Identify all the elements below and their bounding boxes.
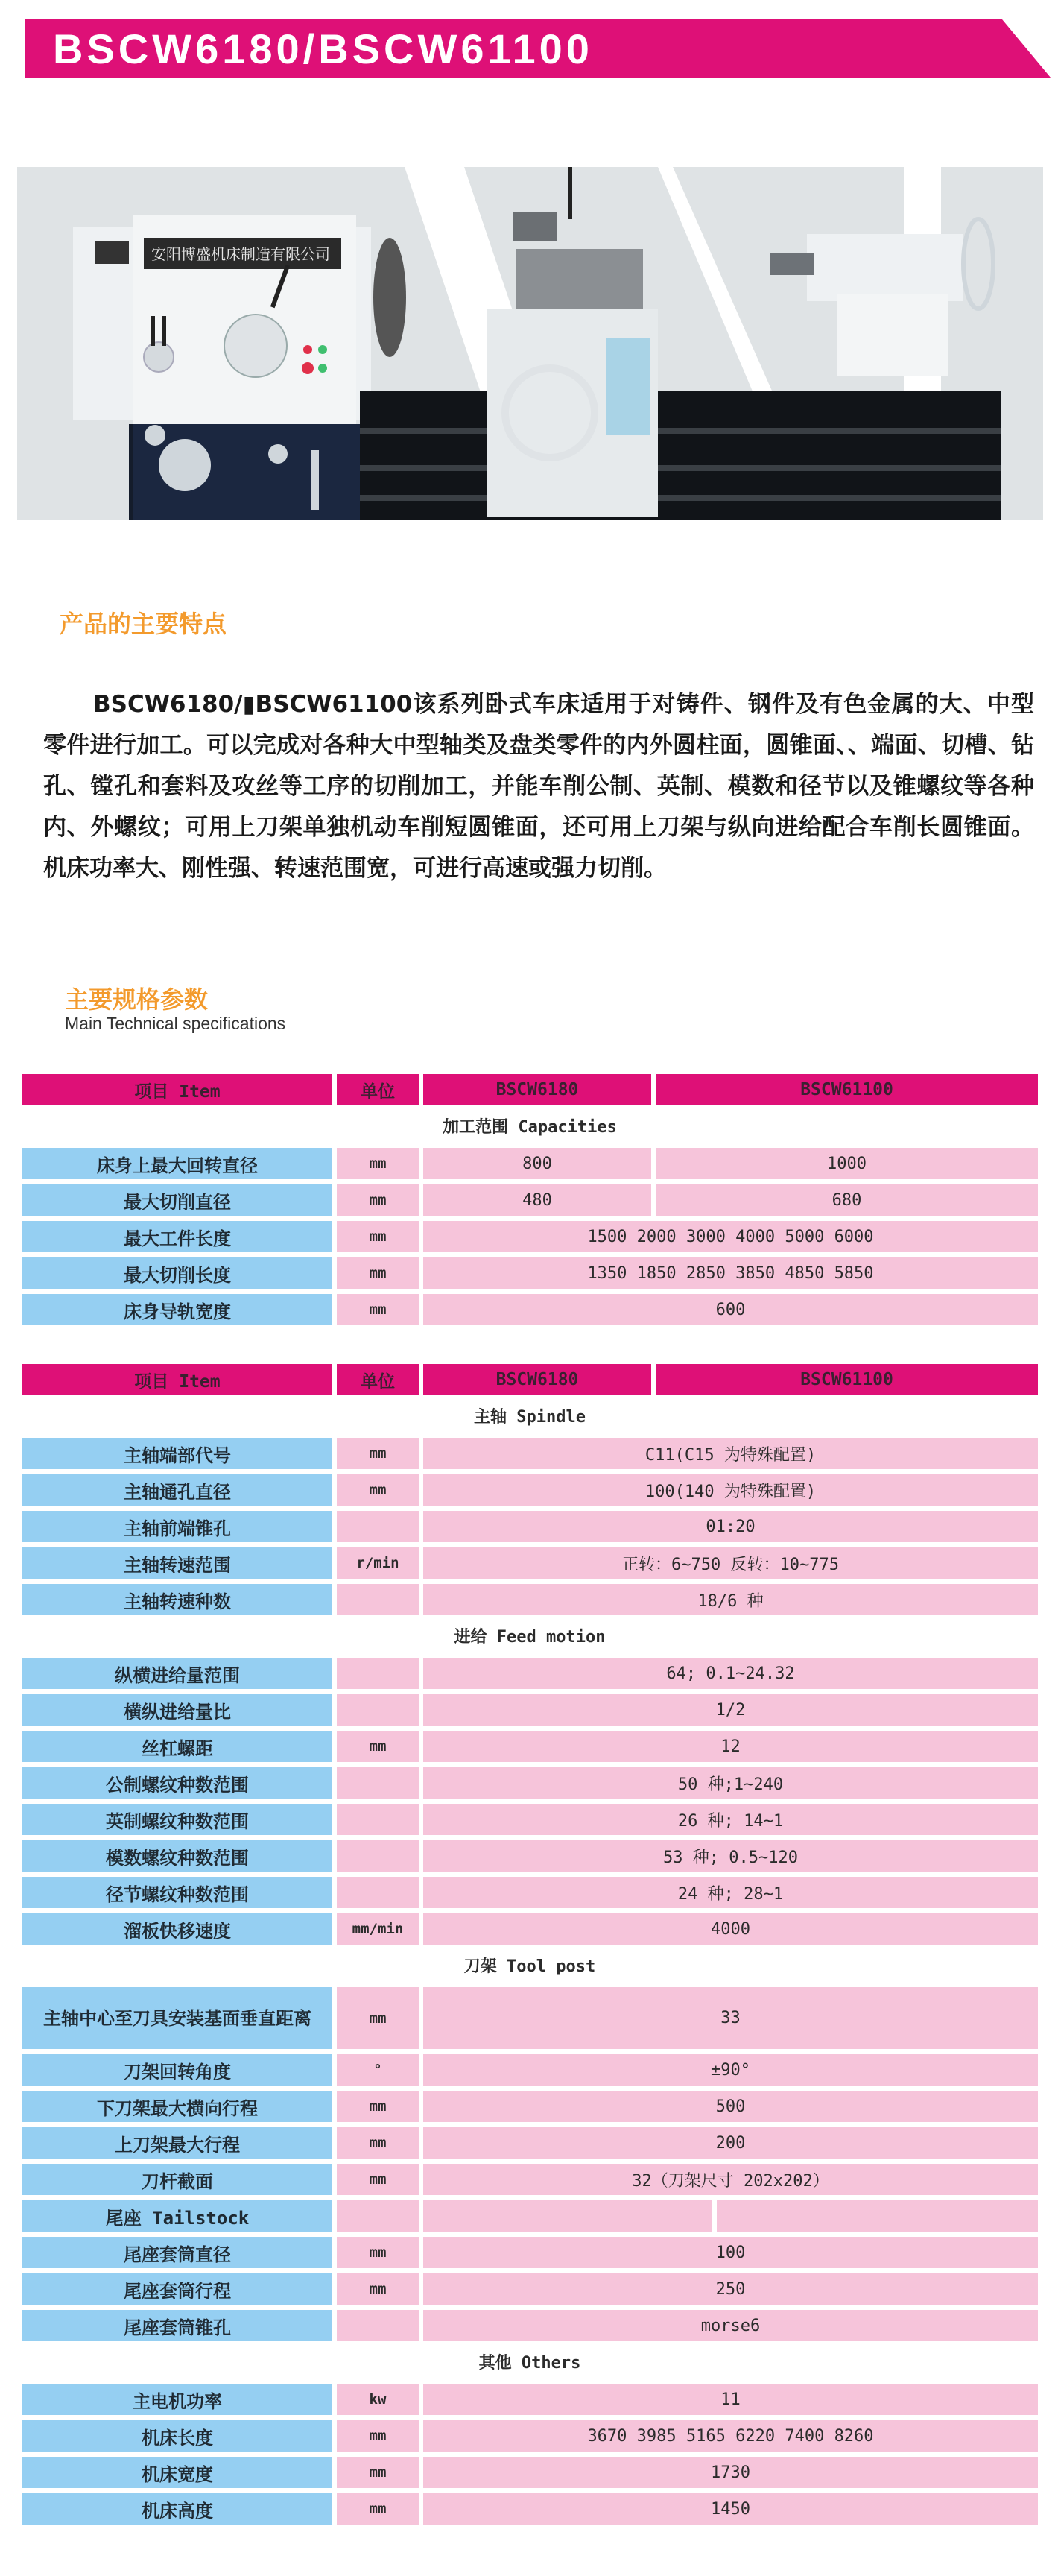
row-value: 1450 <box>423 2493 1038 2525</box>
row-value: 18/6 种 <box>423 1584 1038 1615</box>
row-item: 丝杠螺距 <box>22 1731 332 1762</box>
table-row <box>22 2420 1037 2452</box>
row-item: 溜板快移速度 <box>22 1913 332 1945</box>
row-unit: mm <box>337 1148 419 1179</box>
table-header <box>22 1074 1037 1105</box>
row-item: 机床宽度 <box>22 2457 332 2488</box>
spec-table-capacities <box>22 1074 1037 1330</box>
section-label-tailstock: 尾座 Tailstock <box>22 2200 332 2232</box>
table-row <box>22 2127 1037 2159</box>
table-row <box>22 1184 1037 1216</box>
table-row <box>22 1804 1037 1835</box>
table-row <box>22 1294 1037 1325</box>
row-value-empty <box>423 2200 712 2232</box>
row-item: 刀杆截面 <box>22 2164 332 2195</box>
row-unit <box>337 1511 419 1542</box>
row-value: C11(C15 为特殊配置) <box>423 1438 1038 1469</box>
row-value: 32（刀架尺寸 202x202） <box>423 2164 1038 2195</box>
row-unit: r/min <box>337 1547 419 1579</box>
section-label-feed: 进给 Feed motion <box>454 1628 606 1647</box>
row-unit <box>337 1584 419 1615</box>
row-value: 200 <box>423 2127 1038 2159</box>
row-value-model2: 680 <box>656 1184 1038 1216</box>
section-label-capacities: 加工范围 Capacities <box>443 1118 617 1137</box>
row-unit: mm <box>337 1184 419 1216</box>
table-row <box>22 1877 1037 1908</box>
row-unit: mm <box>337 2127 419 2159</box>
row-unit-empty <box>337 2200 419 2232</box>
row-value: 正转：6~750 反转：10~775 <box>423 1547 1038 1579</box>
row-unit <box>337 1877 419 1908</box>
row-item: 英制螺纹种数范围 <box>22 1804 332 1835</box>
row-item: 最大工件长度 <box>22 1221 332 1252</box>
table-row <box>22 1840 1037 1872</box>
row-value: 600 <box>423 1294 1038 1325</box>
section-label-toolpost: 刀架 Tool post <box>463 1957 596 1976</box>
row-item: 床身导轨宽度 <box>22 1294 332 1325</box>
table-row <box>22 2310 1037 2341</box>
row-unit: mm/min <box>337 1913 419 1945</box>
row-unit: mm <box>337 2091 419 2122</box>
row-value: 1/2 <box>423 1694 1038 1726</box>
row-value: 1730 <box>423 2457 1038 2488</box>
row-item: 模数螺纹种数范围 <box>22 1840 332 1872</box>
header-unit: 单位 <box>337 1364 419 1395</box>
row-item: 尾座套筒直径 <box>22 2237 332 2268</box>
row-item: 主轴端部代号 <box>22 1438 332 1469</box>
header-model1: BSCW6180 <box>423 1364 651 1395</box>
row-item: 最大切削长度 <box>22 1257 332 1289</box>
row-item: 尾座套筒行程 <box>22 2273 332 2305</box>
table-row <box>22 1694 1037 1726</box>
table-row <box>22 1221 1037 1252</box>
header-model2: BSCW61100 <box>656 1364 1038 1395</box>
table-row <box>22 1511 1037 1542</box>
row-item: 横纵进给量比 <box>22 1694 332 1726</box>
specs-subheading: Main Technical specifications <box>65 1014 286 1033</box>
row-value: 50 种;1~240 <box>423 1767 1038 1799</box>
row-unit: mm <box>337 1294 419 1325</box>
row-unit: mm <box>337 2457 419 2488</box>
table-row <box>22 2273 1037 2305</box>
specs-heading: 主要规格参数 <box>65 985 209 1014</box>
section-label-others: 其他 Others <box>478 2354 581 2373</box>
features-heading: 产品的主要特点 <box>60 610 227 638</box>
row-unit: mm <box>337 2273 419 2305</box>
row-item: 公制螺纹种数范围 <box>22 1767 332 1799</box>
table-row <box>22 2493 1037 2525</box>
row-unit <box>337 1694 419 1726</box>
row-unit: mm <box>337 1221 419 1252</box>
row-unit: mm <box>337 1474 419 1506</box>
spec-table-details <box>22 1364 1037 2530</box>
row-value: 53 种; 0.5~120 <box>423 1840 1038 1872</box>
machine-photo <box>17 167 1043 520</box>
table-row <box>22 2384 1037 2415</box>
row-value-empty <box>717 2200 1038 2232</box>
table-row <box>22 1547 1037 1579</box>
header-model2: BSCW61100 <box>656 1074 1038 1105</box>
row-value-model1: 480 <box>423 1184 651 1216</box>
row-item: 主轴前端锥孔 <box>22 1511 332 1542</box>
row-unit: mm <box>337 1987 419 2049</box>
row-item: 床身上最大回转直径 <box>22 1148 332 1179</box>
row-unit: mm <box>337 1257 419 1289</box>
row-value: 100 <box>423 2237 1038 2268</box>
row-item: 主轴中心至刀具安装基面垂直距离 <box>22 1987 332 2049</box>
row-value: 33 <box>423 1987 1038 2049</box>
header-item: 项目 Item <box>22 1364 332 1395</box>
table-row <box>22 2237 1037 2268</box>
row-unit <box>337 1804 419 1835</box>
table-row <box>22 1257 1037 1289</box>
section-label-spindle: 主轴 Spindle <box>474 1408 586 1427</box>
header-unit: 单位 <box>337 1074 419 1105</box>
table-row <box>22 2091 1037 2122</box>
row-unit: mm <box>337 1731 419 1762</box>
row-item: 机床高度 <box>22 2493 332 2525</box>
row-item: 主轴转速种数 <box>22 1584 332 1615</box>
table-row <box>22 1731 1037 1762</box>
row-unit <box>337 1658 419 1689</box>
table-row <box>22 2164 1037 2195</box>
row-value-split <box>423 2200 1038 2232</box>
table-row <box>22 2457 1037 2488</box>
row-value: morse6 <box>423 2310 1038 2341</box>
row-unit: mm <box>337 2164 419 2195</box>
row-unit: mm <box>337 2420 419 2452</box>
row-value: 500 <box>423 2091 1038 2122</box>
table-row <box>22 1658 1037 1689</box>
page-title: BSCW6180/BSCW61100 <box>53 25 593 72</box>
row-item: 机床长度 <box>22 2420 332 2452</box>
row-item: 径节螺纹种数范围 <box>22 1877 332 1908</box>
row-value: 3670 3985 5165 6220 7400 8260 <box>423 2420 1038 2452</box>
table-row <box>22 1987 1037 2049</box>
table-header <box>22 1364 1037 1395</box>
row-item: 纵横进给量范围 <box>22 1658 332 1689</box>
row-unit <box>337 2310 419 2341</box>
table-row <box>22 1438 1037 1469</box>
header-item: 项目 Item <box>22 1074 332 1105</box>
title-banner <box>25 19 1051 78</box>
table-row <box>22 1913 1037 1945</box>
row-value: 01:20 <box>423 1511 1038 1542</box>
table-row <box>22 1148 1037 1179</box>
table-row <box>22 1584 1037 1615</box>
features-paragraph: BSCW6180/▮BSCW61100该系列卧式车床适用于对铸件、钢件及有色金属的大、中型零件进行加工。可以完成对各种大中型轴类及盘类零件的内外圆柱面，圆锥面、、端面、切槽、钻孔、镗孔和套料及攻丝等工序的切削加工，并能车削公制、英制、模数和径节以及锥螺纹等各种内、外螺纹；可用上刀架单独机动车削短圆锥面，还可用上刀架与纵向进给配合车削长圆锥面。机床功率大、刚性强、转速范围宽，可进行高速或强力切削。 <box>43 691 1034 882</box>
row-item: 上刀架最大行程 <box>22 2127 332 2159</box>
row-value: 1350 1850 2850 3850 4850 5850 <box>423 1257 1038 1289</box>
row-unit: kw <box>337 2384 419 2415</box>
row-item: 刀架回转角度 <box>22 2054 332 2086</box>
row-value: 4000 <box>423 1913 1038 1945</box>
row-unit: mm <box>337 1438 419 1469</box>
row-unit: ° <box>337 2054 419 2086</box>
row-value: ±90° <box>423 2054 1038 2086</box>
row-value: 11 <box>423 2384 1038 2415</box>
row-item: 尾座套筒锥孔 <box>22 2310 332 2341</box>
row-item: 下刀架最大横向行程 <box>22 2091 332 2122</box>
row-item: 主轴通孔直径 <box>22 1474 332 1506</box>
table-row <box>22 1474 1037 1506</box>
row-item: 主电机功率 <box>22 2384 332 2415</box>
row-value-model2: 1000 <box>656 1148 1038 1179</box>
row-unit: mm <box>337 2237 419 2268</box>
header-model1: BSCW6180 <box>423 1074 651 1105</box>
row-value: 64; 0.1~24.32 <box>423 1658 1038 1689</box>
row-item: 最大切削直径 <box>22 1184 332 1216</box>
row-value: 250 <box>423 2273 1038 2305</box>
row-unit <box>337 1767 419 1799</box>
row-unit <box>337 1840 419 1872</box>
row-value: 26 种; 14~1 <box>423 1804 1038 1835</box>
svg-text:安阳博盛机床制造有限公司: 安阳博盛机床制造有限公司 <box>151 245 330 263</box>
table-row <box>22 2054 1037 2086</box>
table-row-tailstock-label <box>22 2200 1037 2232</box>
row-item: 主轴转速范围 <box>22 1547 332 1579</box>
row-value-model1: 800 <box>423 1148 651 1179</box>
row-value: 12 <box>423 1731 1038 1762</box>
table-row <box>22 1767 1037 1799</box>
row-value: 1500 2000 3000 4000 5000 6000 <box>423 1221 1038 1252</box>
row-unit: mm <box>337 2493 419 2525</box>
row-value: 100(140 为特殊配置) <box>423 1474 1038 1506</box>
row-value: 24 种; 28~1 <box>423 1877 1038 1908</box>
